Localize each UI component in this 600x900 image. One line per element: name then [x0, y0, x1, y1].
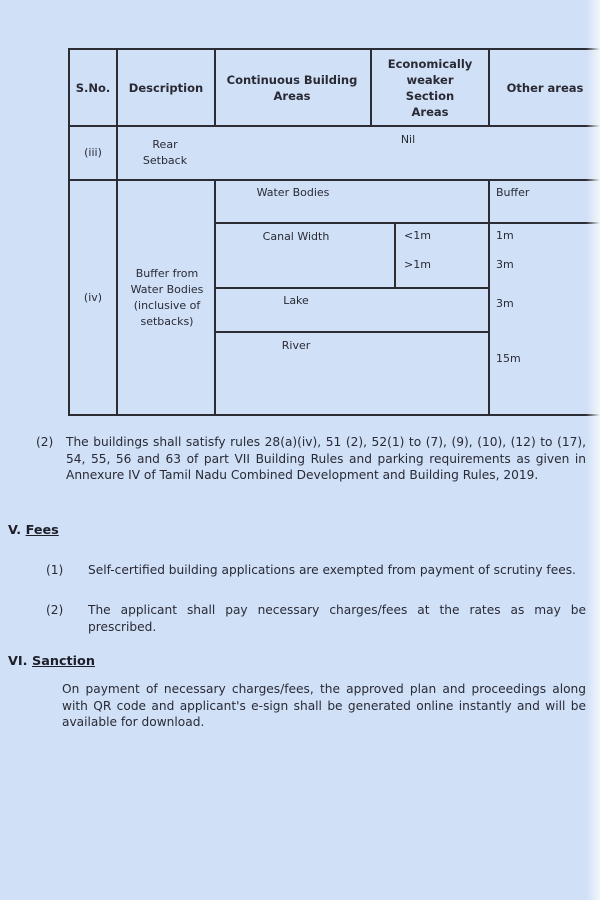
row-rear-sno: (iii) [84, 146, 102, 159]
fees-item-2-number: (2) [46, 603, 64, 617]
header-continuous-building-areas: Continuous Building Areas [226, 72, 358, 103]
canal-width-gt-value: 3m [496, 258, 514, 271]
header-description: Description [128, 80, 204, 95]
fees-heading [8, 523, 59, 538]
buffer-label: Buffer [496, 186, 530, 199]
row-buffer-description: Buffer from Water Bodies (inclusive of setbacks) [130, 266, 204, 328]
canal-width-gt-label: >1m [404, 258, 431, 271]
canal-width-lt-label: <1m [404, 229, 431, 242]
sanction-heading [8, 654, 95, 669]
fees-item-1-text: Self-certified building applications are exempted from payment of scrutiny fees. [88, 563, 576, 577]
clause2-text: The buildings shall satisfy rules 28(a)(iv), 51 (2), 52(1) to (7), (9), (10), (12) to (17), 54, 55, 56 and 63 of part VII Building Rules and parking requirements as given in Annexure IV of Tamil Nadu Combined Development and Building Rules, 2019. [66, 435, 586, 482]
sanction-text: On payment of necessary charges/fees, the approved plan and proceedings along with QR code and applicant's e-sign shall be generated online instantly and will be available for download. [62, 682, 586, 729]
fees-title: Fees [25, 523, 59, 538]
header-ews-areas: Economically weaker Section Areas [387, 56, 473, 119]
table-waterbodies-bottom [214, 222, 600, 224]
fees-item-2-text: The applicant shall pay necessary charges/fees at the rates as may be prescribed. [88, 603, 586, 634]
sanction-title: Sanction [32, 654, 95, 669]
table-col-cont-divider [370, 48, 372, 126]
table-border-bottom [68, 414, 600, 416]
clause2-number: (2) [36, 435, 54, 449]
lake-value: 3m [496, 297, 514, 310]
fees-item-1-number: (1) [46, 563, 64, 577]
sanction-roman: VI. [8, 654, 28, 669]
canal-width-label: Canal Width [262, 230, 330, 243]
canal-width-lt-value: 1m [496, 229, 514, 242]
table-canal-bottom [214, 287, 488, 289]
table-col-desc-divider [214, 48, 216, 126]
fees-roman: V. [8, 523, 22, 538]
lake-label: Lake [283, 294, 309, 307]
header-sno: S.No. [75, 80, 111, 95]
table-lake-bottom [214, 331, 488, 333]
page-edge-shadow [586, 0, 600, 900]
table-col-other-divider-lower [488, 179, 490, 416]
river-value: 15m [496, 352, 521, 365]
water-bodies-label: Water Bodies [256, 186, 330, 199]
row-rear-value: Nil [400, 133, 416, 146]
header-other-areas: Other areas [506, 80, 584, 95]
river-label: River [281, 339, 311, 352]
row-buffer-sno: (iv) [83, 290, 103, 304]
row-rear-description: Rear Setback [142, 138, 188, 167]
table-canal-divider [394, 223, 396, 288]
